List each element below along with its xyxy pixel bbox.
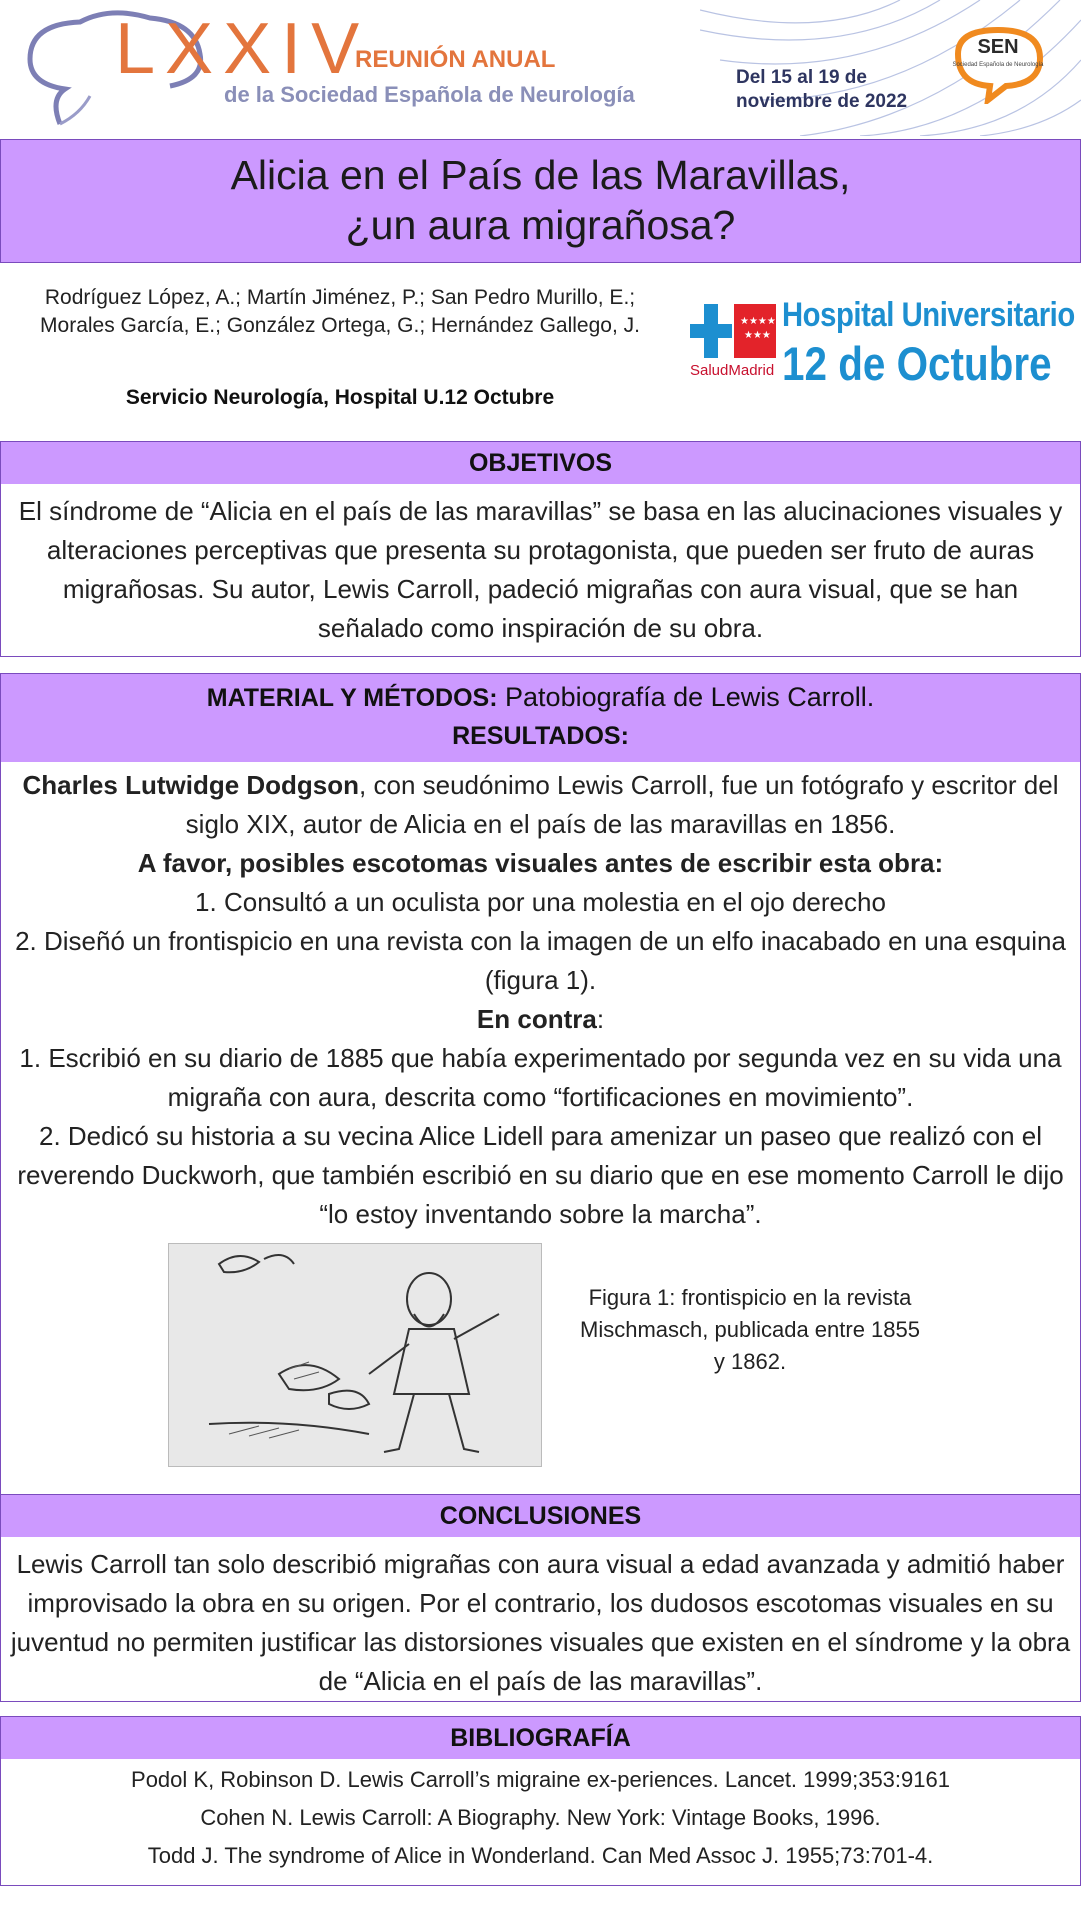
conclusiones-body xyxy=(0,1537,1081,1702)
contra-heading xyxy=(7,1000,1074,1039)
poster-title-box xyxy=(0,139,1081,263)
authors: Rodríguez López, A.; Martín Jiménez, P.; San Pedro Murillo, E.; Morales García, E.; González Ortega, G.; Hernández Gallego, J. xyxy=(40,286,640,337)
svg-text:★★★: ★★★ xyxy=(744,330,771,341)
bibliografia-heading: BIBLIOGRAFÍA xyxy=(0,1716,1081,1760)
poster-title xyxy=(1,140,1080,250)
favor-heading: A favor, posibles escotomas visuales antes de escribir esta obra: xyxy=(137,848,944,878)
edition-numeral: LXXIV xyxy=(115,9,370,89)
contra-colon: : xyxy=(596,1004,605,1034)
hospital-name-line-2: 12 de Octubre xyxy=(782,337,1052,390)
resultados-label: RESULTADOS: xyxy=(452,722,629,750)
contra-item-2: 2. Dedicó su historia a su vecina Alice Lidell para amenizar un paseo que realizó con el reverendo Duckworh, que también escribió en su diario que en ese momento Carroll le dijo “lo estoy inventando sobre la marcha”. xyxy=(17,1121,1064,1229)
conference-dates xyxy=(736,66,907,114)
favor-item-1: 1. Consultó a un oculista por una molestia en el ojo derecho xyxy=(195,887,886,917)
reference-item: Todd J. The syndrome of Alice in Wonderland. Can Med Assoc J. 1955;73:701-4. xyxy=(147,1843,934,1868)
society-label: de la Sociedad Española de Neurología xyxy=(224,82,635,107)
objetivos-heading: OBJETIVOS xyxy=(0,441,1081,485)
sen-logo xyxy=(948,24,1048,104)
material-heading xyxy=(0,673,1081,763)
objetivos-body xyxy=(0,484,1081,657)
salud-madrid-cross-icon xyxy=(690,302,778,360)
affiliation: Servicio Neurología, Hospital U.12 Octubre xyxy=(125,386,555,409)
svg-text:★★★★: ★★★★ xyxy=(740,316,776,327)
material-line xyxy=(1,678,1080,717)
dodgson-paragraph xyxy=(7,766,1074,844)
reference-list xyxy=(1,1759,1080,1875)
conference-banner xyxy=(0,0,1081,136)
bibliografia-body xyxy=(0,1759,1081,1886)
reference-item: Podol K, Robinson D. Lewis Carroll’s migraine ex-periences. Lancet. 1999;353:9161 xyxy=(131,1767,950,1792)
dodgson-name: Charles Lutwidge Dodgson xyxy=(22,770,360,800)
resultados-text xyxy=(1,762,1080,1234)
hospital-name-line-1: Hospital Universitario xyxy=(782,296,1075,334)
material-method: Patobiografía de Lewis Carroll. xyxy=(497,682,875,712)
salud-madrid-label: SaludMadrid xyxy=(690,362,775,379)
favor-item-2: 2. Diseñó un frontispicio en una revista con la imagen de un elfo inacabado en una esquina (figura 1). xyxy=(15,926,1066,995)
dodgson-description: , con seudónimo Lewis Carroll, fue un fotógrafo y escritor del siglo XIX, autor de Alicia en el país de las maravillas en 1856. xyxy=(185,770,1059,839)
frontispiece-figure xyxy=(168,1243,542,1467)
material-label: MATERIAL Y MÉTODOS: xyxy=(206,684,498,712)
contra-item-1: 1. Escribió en su diario de 1885 que había experimentado por segunda vez en su vida una migraña con aura, descrita como “fortificaciones en movimiento”. xyxy=(19,1043,1062,1112)
reference-item: Cohen N. Lewis Carroll: A Biography. New York: Vintage Books, 1996. xyxy=(200,1805,881,1830)
dates-line-1: Del 15 al 19 de xyxy=(736,67,867,88)
figure-caption: Figura 1: frontispicio en la revista Mischmasch, publicada entre 1855 y 1862. xyxy=(580,1285,920,1374)
contra-label: En contra xyxy=(476,1004,597,1034)
objetivos-text: El síndrome de “Alicia en el país de las maravillas” se basa en las alucinaciones visuales y alteraciones perceptivas que presenta su protagonista, que pueden ser fruto de auras migrañosas. Su autor, Lewis Carroll, padeció migrañas con aura visual, que se han señalado como inspiración de su obra. xyxy=(18,496,1063,643)
dates-line-2: noviembre de 2022 xyxy=(736,91,908,112)
elf-drawing-icon xyxy=(169,1244,541,1466)
conclusiones-text: Lewis Carroll tan solo describió migrañas con aura visual a edad avanzada y admitió haber improvisado la obra en su origen. Por el contrario, los dudosos escotomas visuales en su juventud no permiten justificar las distorsiones visuales que existen en el síndrome y la obra de “Alicia en el país de las maravillas”. xyxy=(10,1549,1071,1696)
hospital-logo xyxy=(690,296,1075,390)
sen-logo-text: SEN xyxy=(977,36,1019,58)
title-line-1: Alicia en el País de las Maravillas, xyxy=(230,152,851,198)
sen-logo-subtext: Sociedad Española de Neurología xyxy=(952,62,1044,68)
meeting-label: REUNIÓN ANUAL xyxy=(355,46,556,73)
conclusiones-heading: CONCLUSIONES xyxy=(0,1494,1081,1538)
title-line-2: ¿un aura migrañosa? xyxy=(345,202,736,248)
